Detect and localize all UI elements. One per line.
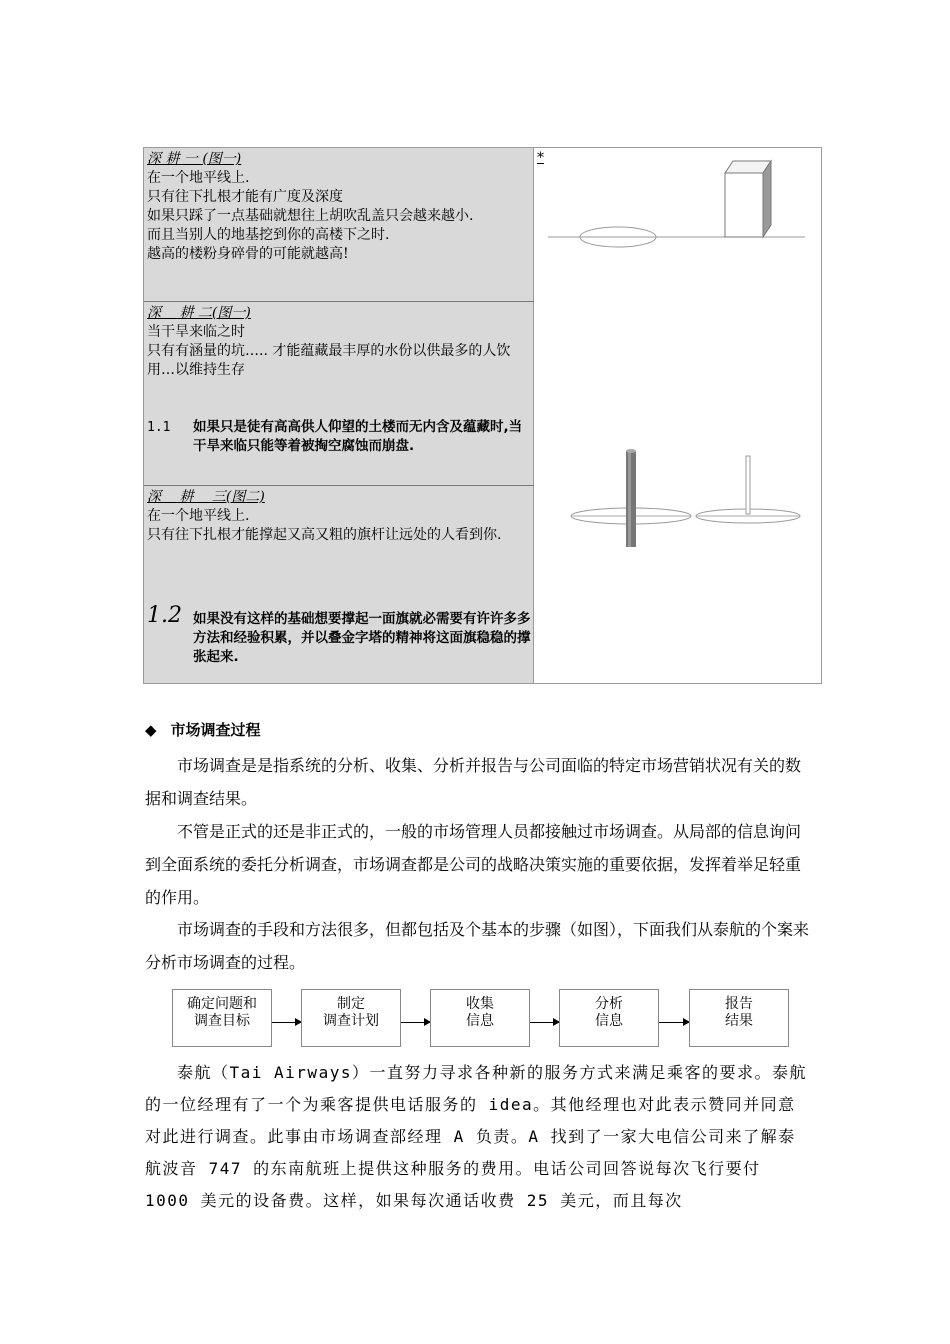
diamond-bullet-icon: ◆ [145, 721, 157, 739]
building-figure [548, 161, 805, 247]
cell-2-point [147, 418, 531, 456]
cell-1-line: 而且当别人的地基挖到你的高楼下之时. [147, 227, 390, 243]
cell-3-line: 只有往下扎根才能撑起又高又粗的旗杆让远处的人看到你. [147, 527, 502, 543]
flow-arrow-icon [530, 1022, 559, 1023]
paragraph-3: 市场调查的手段和方法很多，但都包括及个基本的步骤（如图），下面我们从泰航的个案来分析市场调查的过程。 [145, 920, 810, 972]
cell-3-point-text: 如果没有这样的基础想要撑起一面旗就必需要有许许多多方法和经验积累，并以叠金字塔的精神将这面旗稳稳的撑张起来. [193, 611, 531, 665]
paragraph-4: 泰航（Tai Airways）一直努力寻求各种新的服务方式来满足乘客的要求。泰航的一位经理有了一个为乘客提供电话服务的 idea。其他经理也对此表示赞同并同意对此进行调查。此事由市场调查部经理 A 负责。A 找到了一家大电信公司来了解泰航波音 747 的东南航班上提供这种服务的费用。电话公司回答说每次飞行要付 1000 美元的设备费。这样，如果每次通话收费 25 美元，而且每次 [145, 1063, 807, 1210]
flow-step-define-problem: 确定问题和调查目标 [172, 989, 272, 1047]
cell-3-point [147, 603, 531, 667]
asterisk-mark: * [537, 150, 544, 166]
cell-2-line: 只有有涵量的坑….. 才能蕴藏最丰厚的水份以供最多的人饮用…以维持生存 [147, 343, 511, 378]
flow-arrow-icon [401, 1022, 430, 1023]
flow-step-report: 报告 结果 [689, 989, 789, 1047]
cell-3-title: 深 耕 三(图二) [147, 489, 265, 505]
cell-2-point-number: 1.1 [147, 420, 171, 435]
cell-1-line: 越高的楼粉身碎骨的可能就越高! [147, 246, 349, 262]
table-cell-3 [144, 486, 534, 684]
cell-1-title: 深 耕 一 (图一) [147, 151, 242, 167]
cell-2-line: 当干旱来临之时 [147, 324, 245, 340]
thick-pole-figure [571, 449, 691, 547]
cell-1-line: 在一个地平线上. [147, 170, 250, 186]
flow-step-collect: 收集 信息 [430, 989, 530, 1047]
flow-step-plan: 制定 调查计划 [301, 989, 401, 1047]
table-text-column [144, 148, 534, 683]
thin-pole-figure [696, 456, 800, 523]
table-cell-1 [144, 148, 534, 302]
section-heading [145, 719, 261, 740]
table-illustration-column [534, 148, 821, 683]
table-cell-2 [144, 302, 534, 486]
research-process-flowchart [172, 989, 792, 1049]
cell-1-line: 如果只踩了一点基础就想往上胡吹乱盖只会越来越小. [147, 208, 474, 224]
flow-step-analyze: 分析 信息 [559, 989, 659, 1047]
paragraph-2: 不管是正式的还是非正式的，一般的市场管理人员都接触过市场调查。从局部的信息询问到全面系统的委托分析调查，市场调查都是公司的战略决策实施的重要依据，发挥着举足轻重的作用。 [145, 822, 802, 907]
illustration-drawings [534, 148, 821, 684]
cell-3-point-number: 1.2 [147, 603, 182, 628]
paragraph-1: 市场调查是是指系统的分析、收集、分析并报告与公司面临的特定市场营销状况有关的数据和调查结果。 [145, 756, 802, 808]
flow-arrow-icon [272, 1022, 301, 1023]
cell-2-title: 深 耕 二(图一) [147, 305, 251, 321]
deep-cultivation-table [143, 147, 822, 684]
flow-arrow-icon [659, 1022, 689, 1023]
cell-3-line: 在一个地平线上. [147, 508, 250, 524]
cell-1-line: 只有往下扎根才能有广度及深度 [147, 189, 343, 205]
section-heading-text: 市场调查过程 [170, 721, 261, 739]
cell-2-point-text: 如果只是徒有高高供人仰望的土楼而无内含及蕴藏时,当干旱来临只能等着被掏空腐蚀而崩盘. [193, 419, 523, 454]
